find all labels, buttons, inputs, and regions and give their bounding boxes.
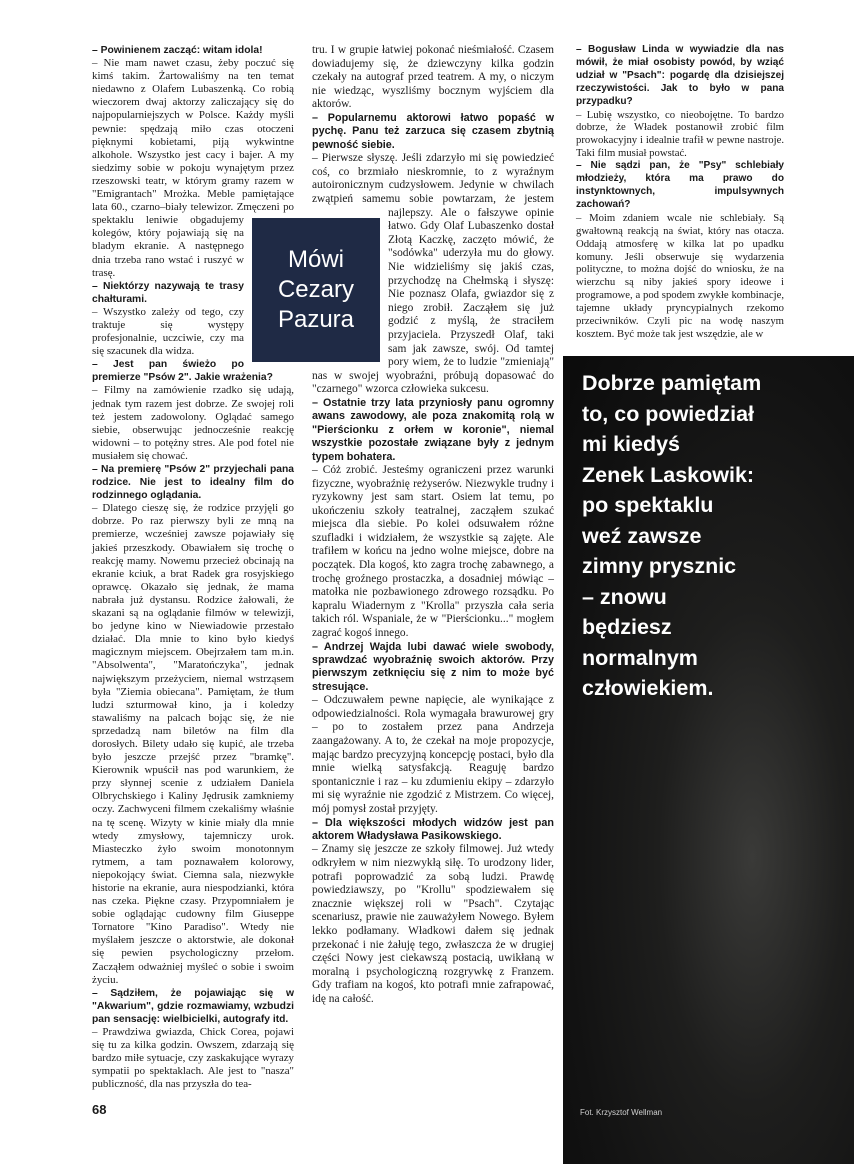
pull-quote-line: Dobrze pamiętam — [582, 371, 762, 395]
page-number: 68 — [92, 1102, 107, 1117]
interview-question: – Jest pan świeżo po premierze "Psów 2". Jakie wrażenia? — [92, 359, 273, 384]
title-line: Mówi — [287, 246, 344, 273]
title-line: Cezary — [277, 276, 354, 303]
pull-quote-line: Zenek Laskowik: — [582, 462, 755, 487]
interview-answer: tru. I w grupie łatwiej pokonać nieśmiałość. Czasem dowiadujemy się, że dziewczyny kilka godzin czekały na autograf przed teatrem. A my, o niczym nie wiedząc, wyszliśmy bocznym wyjściem dla aktorów. — [312, 44, 554, 111]
photo-credit: Fot. Krzysztof Wellman — [580, 1108, 663, 1117]
interview-answer: – Odczuwałem pewne napięcie, ale wynikające z odpowiedzialności. Rola wymagała brawurowej gry – po to zostałem przez pana Andrzeja zaangażowany. A to, że czekał na moje propozycje, mając bardzo precyzyjną koncepcję postaci, było dla mnie wielką satysfakcją. Reaguję bardzo spontanicznie i raz – ku zdumieniu ekipy – zdarzyło mi się wyraźnie nie zgodzić z Mistrzem. Co więcej, mój pomysł został przyjęty. — [312, 694, 554, 815]
pull-quote-line: będziesz — [582, 615, 672, 639]
interview-answer: – Lubię wszystko, co nieobojętne. To bardzo dobrze, że Władek postanowił zrobić film prowokacyjny i idealnie trafił w pewne nastroje. Taki film musiał powstać. — [576, 108, 784, 160]
pull-quote-line: weź zawsze — [582, 523, 702, 548]
article-column-3 — [576, 44, 784, 341]
interview-question: – Dla większości młodych widzów jest pan aktorem Władysława Pasikowskiego. — [312, 816, 554, 842]
interview-answer: – Filmy na zamówienie rzadko się udają, jednak tym razem jest dobrze. Ze swojej roli też jestem zadowolony. Oglądać samego siebie, obserwując jednocześnie reakcję widowni – to potężny stres. Ale pod fotel nie musiałem się chować. — [92, 384, 294, 462]
interview-question: – Niektórzy nazywają te trasy chałturami. — [92, 280, 244, 305]
interview-question: – Sądziłem, że pojawiając się w "Akwarium", gdzie rozmawiamy, wzbudzi pan sensację: wielbicielki, autografy itd. — [92, 987, 294, 1025]
pull-quote-line: to, co powiedział — [582, 401, 755, 426]
interview-question: – Ostatnie trzy lata przyniosły panu ogromny awans zawodowy, ale poza znakomitą rolą w "Pierścionku z orłem w koronie", niemal wszystkie pozostałe związane były z jednym typem bohatera. — [312, 396, 554, 463]
interview-question: – Nie sądzi pan, że "Psy" schlebiały młodzieży, która ma prawo do instynktownych, impulsywnych zachowań? — [576, 160, 784, 210]
pull-quote-line: normalnym — [582, 645, 698, 670]
article-title-box — [252, 218, 380, 362]
interview-question: – Andrzej Wajda lubi dawać wiele swobody, sprawdzać wyobraźnię swoich aktorów. Przy pierwszym zetknięciu się z nim to może być stresujące. — [312, 640, 554, 693]
interview-answer: – Prawdziwa gwiazda, Chick Corea, pojawi się tu za kilka godzin. Owszem, zdarzają się bardzo miłe sytuacje, czy zaskakujące wyrazy sympatii po spektaklach. Ale jest to "nasza" publiczność, dla nas przyszła do tea- — [92, 1026, 294, 1091]
interview-question: – Powinienem zacząć: witam idola! — [92, 45, 263, 56]
interview-question: – Popularnemu aktorowi łatwo popaść w pychę. Panu też zarzuca się czasem zbytnią pewność siebie. — [312, 111, 554, 151]
pull-quote-line: zimny prysznic — [582, 554, 737, 578]
interview-answer: – Pierwsze słyszę. Jeśli zdarzyło mi się powiedzieć coś, co brzmiało nieskromnie, to z wyraźnym autoironicznym cudzysłowem. Jedynie w chwilach zwątpień samemu sobie powtarzam, że jestem najlepszy. Ale o fałszywe opinie łatwo. Gdy Olaf Lubaszenko dostał Złotą Kaczkę, zaczęto mówić, że "sodówka" uderzyła mu do głowy. Nie widzieliśmy się jakiś czas, przychodzę na Chełmską i słyszę: Nie poznasz Olafa, gwiazdor się z niego zrobił. Zacząłem się już godzić z myślą, że straciłem przyjaciela. Przyszedł Olaf, taki sam jak zawsze, swój. Od tamtej pory wiem, że to ludzie "zmieniają" nas w swojej wyobraźni, próbują dopasować do "czarnego" wzorca człowieka sukcesu. — [312, 152, 554, 396]
interview-question: – Na premierę "Psów 2" przyjechali pana rodzice. Nie jest to idealny film do rodzinnego oglądania. — [92, 464, 294, 502]
interview-question: – Bogusław Linda w wywiadzie dla nas mówił, że miał osobisty powód, by wziąć udział w "Psach": pogardę dla dzisiejszej rzeczywistości. Jak to było w pana przypadku? — [576, 44, 784, 107]
interview-answer: – Moim zdaniem wcale nie schlebiały. Są gwałtowną reakcją na świat, który nas otacza. Oddają atmosferę w kilka lat po upadku komuny. Jeśli obserwuje się wydarzenia polityczne, to można dojść do wniosku, że na wierzchu są niby jakieś spory ideowe i programowe, a pod spodem zwykłe kombinacje, tajemne układy pryncypialnych rzekomo przeciwników. Czyli pic na wodę naszym kosztem. Być może tak jest wszędzie, ale w — [576, 211, 784, 340]
pull-quote-line: człowiekiem. — [582, 676, 714, 700]
pull-quote — [582, 368, 842, 704]
article-column-2 — [312, 44, 554, 1007]
pull-quote-line: – znowu — [582, 584, 667, 609]
pull-quote-line: po spektaklu — [582, 493, 714, 517]
pull-quote-line: mi kiedyś — [582, 432, 680, 456]
interview-answer: – Nie mam nawet czasu, żeby poczuć się kimś takim. Żartowaliśmy na ten temat niedawno z Olafem Lubaszenką. Co robią wieczorem dwaj aktorzy zaliczający się do najpopularniejszych w Polsce. Każdy myśli pewnie: spędzają miło czas otoczeni pięknymi kobietami, piją wykwintne alkohole. Wszystko jest cacy i bajer. A my siedzimy sobie w pokoju wynajętym przez rzeszowski teatr, w którym gramy razem w "Emigrantach" Mrożka. Meble pamiętające lata 60., czarno–biały telewizor. Zmęczeni po spektaklu leniwie obgadujemy kolegów, który pojawiają się na bladym ekranie. A następnego dnia trzeba rano wstać i ruszyć w trasę. — [92, 57, 294, 279]
interview-answer: – Dlatego cieszę się, że rodzice przyjęli go dobrze. Po raz pierwszy byli ze mną na premierze, wcześniej zawsze pojawiały się jakieś przeszkody. Obawiałem się trochę o reakcję mamy. Nowemu przecież obcinają na ekranie kciuk, a brat Radek gra rosyjskiego oprawcę. Okazało się jednak, że mama nabrała już dystansu. Rodzice żałowali, że skazani są na oglądanie filmów w telewizji, bo jedyne kino w Niewiadowie przestało działać. Dla mnie to kino było kiedyś magicznym miejscem. Obejrzałem tam m.in. "Absolwenta", "Maratończyka", jednak największym przeżyciem, niemal wstrząsem była "Ziemia obiecana". Pamiętam, że tłum ludzi szturmował kino, ja i koledzy stawaliśmy na palcach bojąc się, że nie sprzedadzą nam biletów na film dla dorosłych. Bilety udało się kupić, ale trzeba było jeszcze przejść przez "bramkę". Kierownik wpuścił nas pod warunkiem, że przy słynnej scenie z udziałem Daniela Olbrychskiego i Kaliny Jędrusik zamkniemy oczy. Zachwyceni filmem czekaliśmy właśnie na tę scenę. Wizyty w kinie miały dla mnie wtedy zmysłowy, tajemniczy urok. Miasteczko żyło swoim monotonnym rytmem, a tam poznawałem kolorowy, niepokojący świat. Ciemna sala, niezwykłe historie na ekranie, aura niespodzianki, która nas czeka. Piękne czasy. Przypomniałem je sobie oglądając cudowny film Giuseppe Tornatore "Kino Paradiso". Wtedy nie myślałem jeszcze o aktorstwie, ale dokonał się pewien psychologiczny przełom. Zacząłem odważniej myśleć o sobie i swoim życiu. — [92, 502, 294, 986]
interview-answer: – Wszystko zależy od tego, czy traktuje się występy profesjonalnie, uczciwie, czy ma się szacunek dla widza. — [92, 305, 244, 358]
article-column-1 — [92, 44, 294, 1092]
interview-answer: – Znamy się jeszcze ze szkoły filmowej. Już wtedy odkryłem w nim niezwykłą siłę. To urodzony lider, potrafi poprowadzić za sobą ludzi. Prawdę powiedziawszy, po "Krollu" spodziewałem się znacznie większej roli w "Psach". Czytając scenariusz, prawie nie zauważyłem Nowego. Byłem lekko podłamany. Władkowi dałem się jednak przekonać i nie żałuję tego, zwłaszcza że w drugiej części Nowy jest ciekawszą postacią, uwikłaną w moralną i psychologiczną rozgrywkę z Franzem. Gdy trafiam na kogoś, kto potrafi mnie zafrapować, idę na całość. — [312, 843, 554, 1005]
title-line: Pazura — [277, 306, 355, 333]
interview-answer: – Cóż zrobić. Jesteśmy ograniczeni przez warunki fizyczne, wyobraźnię reżyserów. Niezwykle trudny i ryzykowny jest sam start. Osiem lat temu, po ukończeniu szkoły teatralnej, zacząłem szukać miejsca dla siebie. Po kolei odsuwałem różne szufladki i widziałem, że wszystkie są zajęte. Ale trafiłem w końcu na jedno wolne miejsce, dobre na początek. Dla kogoś, kto zagra trochę zabawnego, a trochę groźnego prostaczka, a dosadniej mówiąc – matołka nie pozbawionego zdrowego rozsądku. Po kapralu Wiadernym z "Krolla" przyszła cała seria takich ról. Wspaniale, że w "Pierścionku..." mogłem zagrać kogoś innego. — [312, 463, 554, 640]
